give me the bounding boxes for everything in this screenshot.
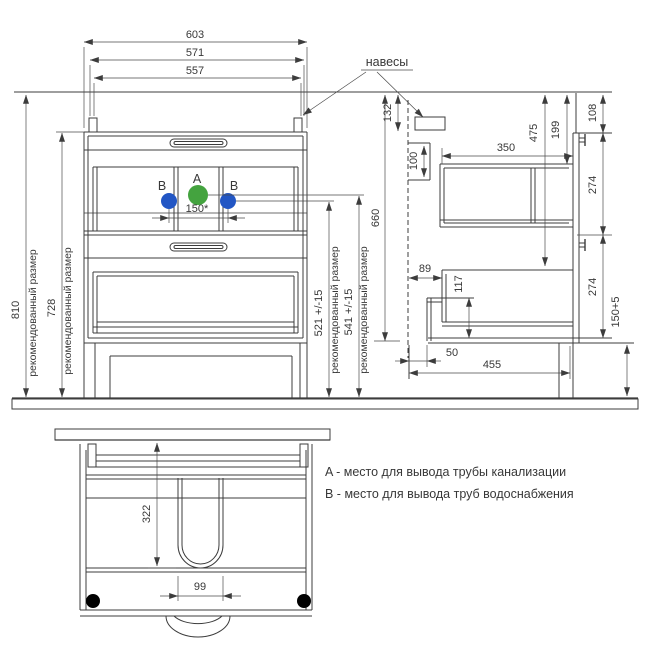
dim-521-note: рекомендованный размер [329,246,341,374]
dim-150-5: 150+5 [610,296,622,328]
dim-557: 557 [185,65,205,77]
dim-728-note: рекомендованный размер [62,247,74,375]
drain-cutout-inner [182,478,219,564]
dim-150: 150* [185,203,209,215]
legend-line-b: B - место для вывода труб водоснабжения [325,487,574,501]
dim-99: 99 [193,581,207,593]
dim-274-upper: 274 [587,175,599,195]
point-a-label: A [192,172,202,186]
hanger-bracket-side [415,117,445,130]
dim-475: 475 [528,123,540,143]
leg-left [86,594,100,608]
reference-lines [12,92,638,409]
dim-521: 521 +/-15 [313,289,325,337]
legend [325,465,574,501]
hangers-callout [303,55,423,117]
leg-right [297,594,311,608]
dim-455: 455 [482,359,502,371]
side-view-dimensions [395,95,627,396]
front-view-cabinet [84,118,307,398]
dim-89: 89 [418,263,432,275]
hanger-bracket-left [89,118,97,132]
side-view-dimension-labels [382,104,622,371]
dim-50: 50 [445,347,459,359]
point-b-left-label: B [157,179,167,193]
front-view-dimensions [26,42,400,397]
dim-603: 603 [185,29,205,41]
drawer-handle-top [170,139,227,147]
dim-571: 571 [185,47,205,59]
point-b-right-label: B [229,179,239,193]
hanger-plate-right [300,444,308,467]
dim-541-note: рекомендованный размер [358,246,370,374]
dim-274-lower: 274 [587,277,599,297]
dim-199: 199 [550,120,562,140]
floor-hatch [12,399,638,409]
side-view-cabinet [408,93,634,398]
dim-350: 350 [496,142,516,154]
side-handle-top [579,138,585,142]
water-point-b-left [161,193,177,209]
hangers-label: навесы [365,55,409,69]
hanger-bracket-right [294,118,302,132]
front-curve-outer [166,616,230,637]
front-view-dimension-labels [10,29,382,377]
water-point-b-right [220,193,236,209]
front-curve-inner [174,616,222,624]
side-handle-bottom [579,243,585,247]
bottom-view-cabinet [55,429,330,637]
dim-132: 132 [382,103,394,123]
dim-322: 322 [141,504,153,524]
dim-728: 728 [46,298,58,318]
dim-810: 810 [10,300,22,320]
dim-117: 117 [453,275,465,293]
legend-line-a: A - место для вывода трубы канализации [325,465,567,479]
hanger-plate-left [88,444,96,467]
dim-541: 541 +/-15 [343,288,355,336]
dim-100: 100 [408,151,420,171]
dim-660: 660 [370,208,382,228]
bottom-view-dimension-labels [141,505,206,593]
wall-hatch [55,429,330,440]
dim-108: 108 [587,103,599,123]
dim-810-note: рекомендованный размер [27,249,39,377]
drain-point-a [188,185,208,205]
drawer-handle-bottom [170,243,227,251]
